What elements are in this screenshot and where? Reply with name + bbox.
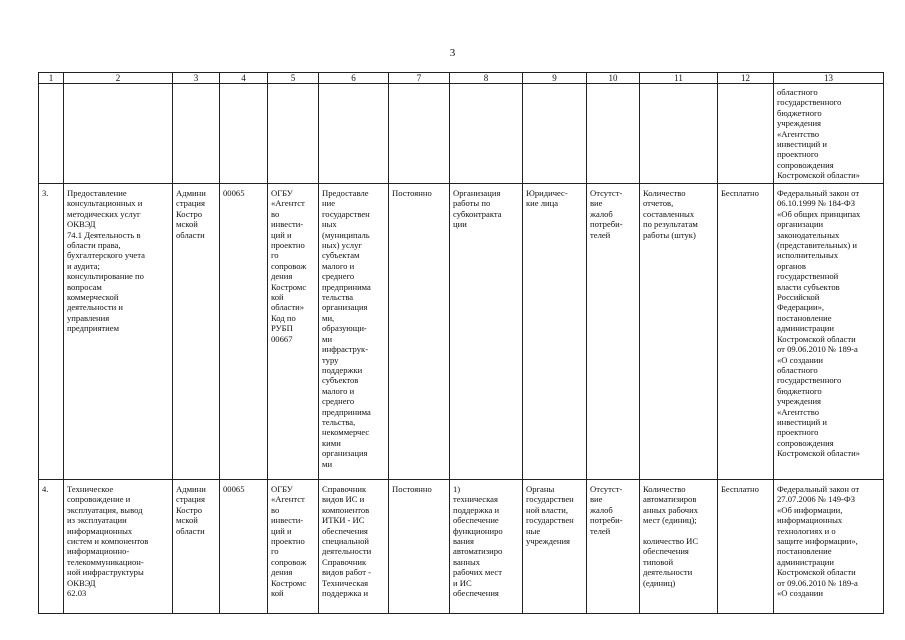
content-cell: 1) техническая поддержка и обеспечение функциониро вания автоматизиро ванных рабочих мест и ИС обеспечения (450, 480, 523, 614)
table-cell (39, 84, 64, 184)
column-header: 6 (319, 73, 389, 84)
row-number: 3. (39, 184, 64, 480)
table-cell (173, 84, 220, 184)
service-name-cell: Предоставление консультационных и методических услуг ОКВЭД 74.1 Деятельность в области права, бухгалтерского учета и аудита; консультирование по вопросам коммерческой деятельности и управления предприятием (64, 184, 173, 480)
consumers-cell: Органы государствен ной власти, государствен ные учреждения (523, 480, 587, 614)
table-cell (523, 84, 587, 184)
quality-cell: Отсутст- вие жалоб потреби- телей (587, 184, 640, 480)
column-header: 13 (774, 73, 884, 84)
table-cell (268, 84, 319, 184)
table-cell (389, 84, 450, 184)
row-number: 4. (39, 480, 64, 614)
table-cell (220, 84, 268, 184)
column-header: 3 (173, 73, 220, 84)
volume-cell: Количество отчетов, составленных по результатам работы (штук) (640, 184, 718, 480)
legal-basis-cell: областного государственного бюджетного учреждения «Агентство инвестиций и проектного сопровождения Костромской области» (774, 84, 884, 184)
table-cell (640, 84, 718, 184)
column-header: 5 (268, 73, 319, 84)
table-cell (64, 84, 173, 184)
code-cell: 00065 (220, 480, 268, 614)
content-cell: Организация работы по субконтракта ции (450, 184, 523, 480)
services-register-table (38, 72, 884, 614)
payment-cell: Бесплатно (718, 184, 774, 480)
column-header: 10 (587, 73, 640, 84)
quality-cell: Отсутст- вие жалоб потреби- телей (587, 480, 640, 614)
description-cell: Предоставле ние государствен ных (муниципаль ных) услуг субъектам малого и среднего предпринима тельства организация ми, образующи- ми инфраструк- туру поддержки субъектов малого и среднего предпринима тельства, некоммерчес кими организация ми (319, 184, 389, 480)
table-cell (718, 84, 774, 184)
table-row-continuation (39, 84, 884, 184)
column-header: 2 (64, 73, 173, 84)
authority-cell: Админи страция Костро мской области (173, 184, 220, 480)
table-cell (319, 84, 389, 184)
table-cell (450, 84, 523, 184)
periodicity-cell: Постоянно (389, 480, 450, 614)
provider-cell: ОГБУ «Агентст во инвести- ций и проектно го сопровож дения Костромс кой области» Код по РУБП 00667 (268, 184, 319, 480)
service-name-cell: Техническое сопровождение и эксплуатация, вывод из эксплуатации информационных систем и компонентов информационно- телекоммуникацион- ной инфраструктуры ОКВЭД 62.03 (64, 480, 173, 614)
payment-cell: Бесплатно (718, 480, 774, 614)
legal-basis-cell: Федеральный закон от 06.10.1999 № 184-ФЗ «Об общих принципах организации законодательных (представительных) и исполнительных органов государственной власти субъектов Российской Федерации», постановление администрации Костромской области от 09.06.2010 № 189-а «О создании областного государственного бюджетного учреждения «Агентство инвестиций и проектного сопровождения Костромской области» (774, 184, 884, 480)
column-header: 12 (718, 73, 774, 84)
legal-basis-cell: Федеральный закон от 27.07.2006 № 149-ФЗ «Об информации, информационных технологиях и о защите информации», постановление администрации Костромской области от 09.06.2010 № 189-а «О создании (774, 480, 884, 614)
column-header: 7 (389, 73, 450, 84)
column-header: 11 (640, 73, 718, 84)
column-header: 9 (523, 73, 587, 84)
description-cell: Справочник видов ИС и компонентов ИТКИ - ИС обеспечения специальной деятельности Справочник видов работ - Техническая поддержка и (319, 480, 389, 614)
column-header: 8 (450, 73, 523, 84)
code-cell: 00065 (220, 184, 268, 480)
provider-cell: ОГБУ «Агентст во инвести- ций и проектно го сопровож дения Костромс кой (268, 480, 319, 614)
column-number-row (39, 73, 884, 84)
consumers-cell: Юридичес- кие лица (523, 184, 587, 480)
column-header: 4 (220, 73, 268, 84)
column-header: 1 (39, 73, 64, 84)
volume-cell: Количество автоматизиров анных рабочих мест (единиц); количество ИС обеспечения типовой деятельности (единиц) (640, 480, 718, 614)
table-row (39, 480, 884, 614)
authority-cell: Админи страция Костро мской области (173, 480, 220, 614)
page-number: 3 (449, 47, 456, 59)
table-row (39, 184, 884, 480)
table-cell (587, 84, 640, 184)
periodicity-cell: Постоянно (389, 184, 450, 480)
